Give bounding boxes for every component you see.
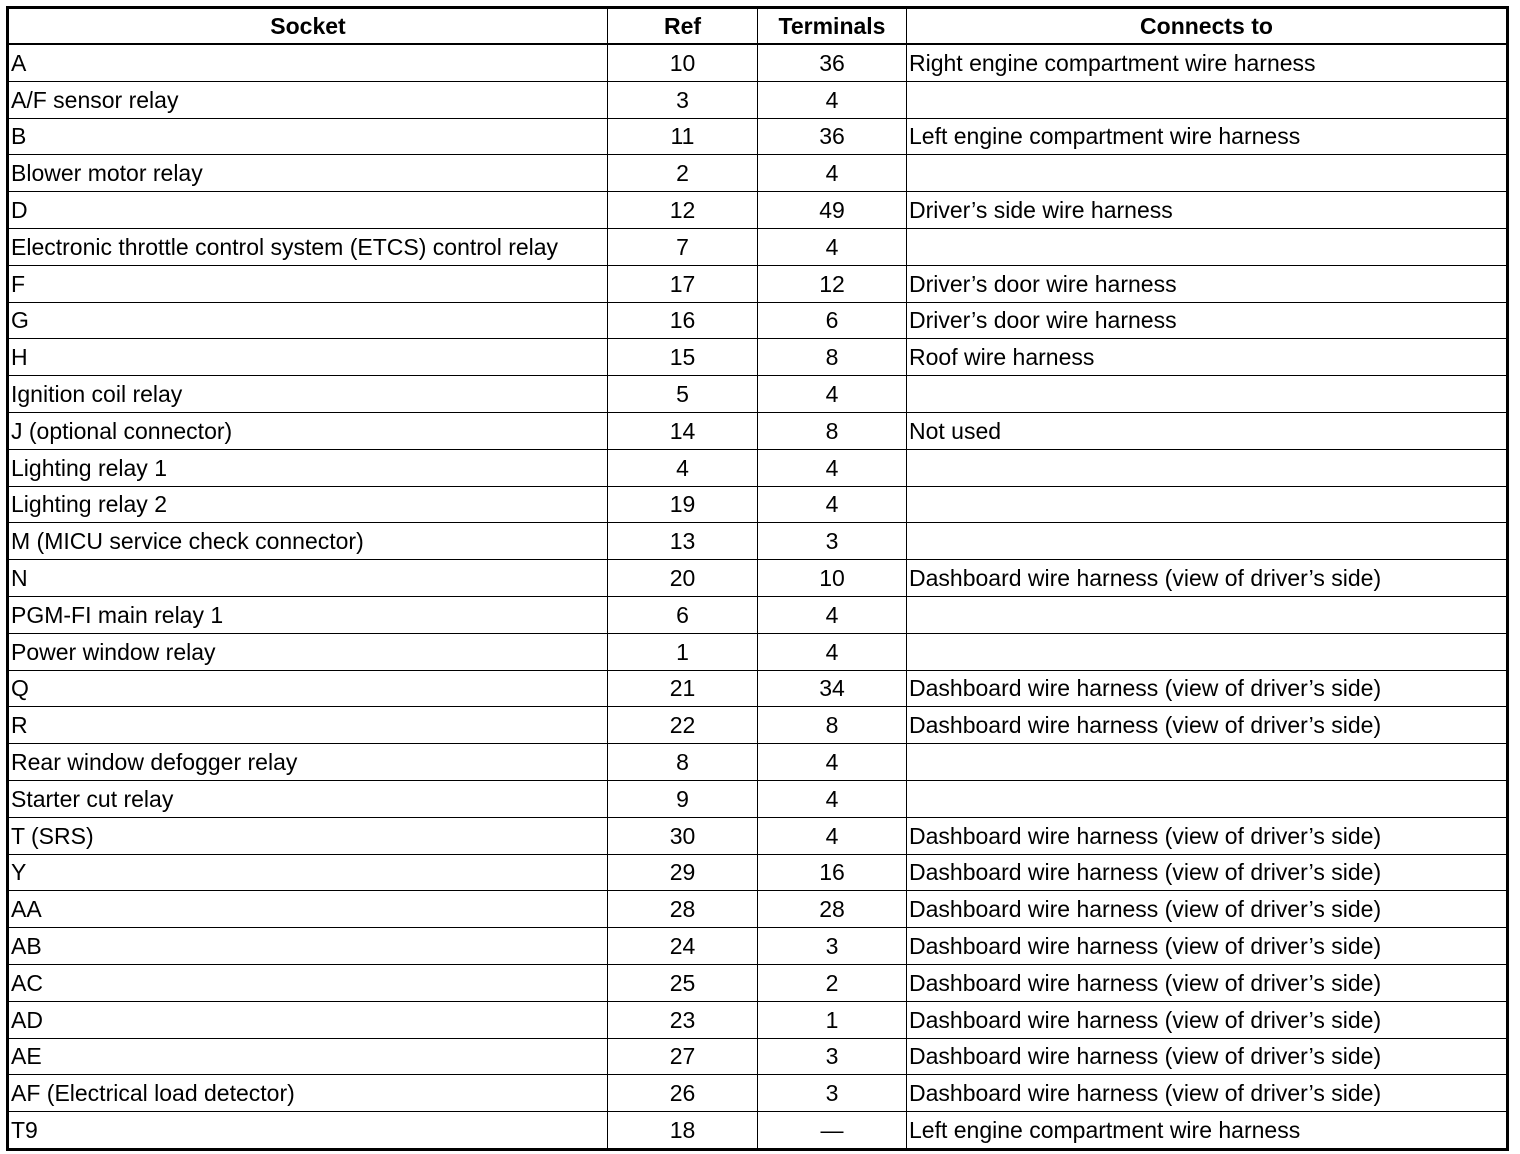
terminals-cell: 28 [758, 891, 907, 928]
table-row [8, 302, 1508, 339]
connects-to-cell: Dashboard wire harness (view of driver’s side) [907, 1075, 1508, 1112]
socket-cell: M (MICU service check connector) [8, 523, 608, 560]
ref-cell: 3 [608, 81, 758, 118]
table-row [8, 891, 1508, 928]
socket-cell: T9 [8, 1112, 608, 1150]
socket-cell: PGM-FI main relay 1 [8, 596, 608, 633]
ref-cell: 6 [608, 596, 758, 633]
terminals-cell: 34 [758, 670, 907, 707]
connects-to-cell [907, 376, 1508, 413]
connects-to-cell: Dashboard wire harness (view of driver’s side) [907, 891, 1508, 928]
socket-cell: B [8, 118, 608, 155]
connects-to-cell [907, 449, 1508, 486]
socket-cell: Rear window defogger relay [8, 744, 608, 781]
ref-cell: 10 [608, 44, 758, 81]
table-row [8, 155, 1508, 192]
ref-cell: 18 [608, 1112, 758, 1150]
connects-to-cell: Driver’s door wire harness [907, 265, 1508, 302]
table-row [8, 118, 1508, 155]
ref-cell: 9 [608, 780, 758, 817]
terminals-cell: 4 [758, 633, 907, 670]
socket-cell: AD [8, 1001, 608, 1038]
ref-cell: 26 [608, 1075, 758, 1112]
ref-cell: 16 [608, 302, 758, 339]
table-row [8, 523, 1508, 560]
ref-cell: 12 [608, 192, 758, 229]
socket-cell: Blower motor relay [8, 155, 608, 192]
header-connects-to: Connects to [907, 8, 1508, 45]
socket-cell: T (SRS) [8, 817, 608, 854]
socket-cell: G [8, 302, 608, 339]
connects-to-cell [907, 633, 1508, 670]
socket-cell: D [8, 192, 608, 229]
table-row [8, 486, 1508, 523]
connects-to-cell: Right engine compartment wire harness [907, 44, 1508, 81]
socket-cell: Electronic throttle control system (ETCS) control relay [8, 228, 608, 265]
terminals-cell: 3 [758, 928, 907, 965]
terminals-cell: 2 [758, 964, 907, 1001]
terminals-cell: 6 [758, 302, 907, 339]
ref-cell: 30 [608, 817, 758, 854]
socket-cell: AA [8, 891, 608, 928]
connects-to-cell: Dashboard wire harness (view of driver’s side) [907, 560, 1508, 597]
socket-cell: Starter cut relay [8, 780, 608, 817]
socket-cell: Y [8, 854, 608, 891]
ref-cell: 24 [608, 928, 758, 965]
table-row [8, 1075, 1508, 1112]
terminals-cell: 4 [758, 744, 907, 781]
socket-cell: Power window relay [8, 633, 608, 670]
table-row [8, 228, 1508, 265]
connects-to-cell [907, 228, 1508, 265]
connects-to-cell: Dashboard wire harness (view of driver’s side) [907, 670, 1508, 707]
connects-to-cell [907, 523, 1508, 560]
table-body [8, 44, 1508, 1149]
header-socket: Socket [8, 8, 608, 45]
table-row [8, 192, 1508, 229]
ref-cell: 8 [608, 744, 758, 781]
ref-cell: 27 [608, 1038, 758, 1075]
socket-cell: R [8, 707, 608, 744]
connects-to-cell [907, 596, 1508, 633]
ref-cell: 25 [608, 964, 758, 1001]
connects-to-cell: Dashboard wire harness (view of driver’s side) [907, 854, 1508, 891]
socket-cell: A [8, 44, 608, 81]
socket-cell: A/F sensor relay [8, 81, 608, 118]
socket-cell: AB [8, 928, 608, 965]
socket-cell: Lighting relay 1 [8, 449, 608, 486]
table-row [8, 1038, 1508, 1075]
connects-to-cell: Dashboard wire harness (view of driver’s side) [907, 964, 1508, 1001]
table-row [8, 44, 1508, 81]
ref-cell: 19 [608, 486, 758, 523]
socket-cell: Lighting relay 2 [8, 486, 608, 523]
terminals-cell: 49 [758, 192, 907, 229]
terminals-cell: 36 [758, 44, 907, 81]
terminals-cell: 10 [758, 560, 907, 597]
terminals-cell: 12 [758, 265, 907, 302]
connects-to-cell: Dashboard wire harness (view of driver’s side) [907, 928, 1508, 965]
socket-cell: Ignition coil relay [8, 376, 608, 413]
table-row [8, 744, 1508, 781]
ref-cell: 4 [608, 449, 758, 486]
connects-to-cell: Left engine compartment wire harness [907, 1112, 1508, 1150]
table-row [8, 376, 1508, 413]
table-row [8, 81, 1508, 118]
terminals-cell: 1 [758, 1001, 907, 1038]
connects-to-cell [907, 81, 1508, 118]
connects-to-cell: Dashboard wire harness (view of driver’s side) [907, 817, 1508, 854]
connects-to-cell [907, 486, 1508, 523]
terminals-cell: 4 [758, 376, 907, 413]
header-row [8, 8, 1508, 45]
terminals-cell: 4 [758, 817, 907, 854]
ref-cell: 29 [608, 854, 758, 891]
terminals-cell: 3 [758, 1038, 907, 1075]
socket-cell: Q [8, 670, 608, 707]
socket-cell: F [8, 265, 608, 302]
socket-cell: AE [8, 1038, 608, 1075]
connects-to-cell [907, 744, 1508, 781]
table-row [8, 780, 1508, 817]
terminals-cell: 36 [758, 118, 907, 155]
connects-to-cell: Dashboard wire harness (view of driver’s side) [907, 707, 1508, 744]
terminals-cell: 4 [758, 81, 907, 118]
table-row [8, 1001, 1508, 1038]
connects-to-cell: Dashboard wire harness (view of driver’s side) [907, 1001, 1508, 1038]
ref-cell: 23 [608, 1001, 758, 1038]
ref-cell: 28 [608, 891, 758, 928]
table-row [8, 964, 1508, 1001]
connects-to-cell: Dashboard wire harness (view of driver’s side) [907, 1038, 1508, 1075]
terminals-cell: 4 [758, 155, 907, 192]
table-row [8, 707, 1508, 744]
terminals-cell: — [758, 1112, 907, 1150]
connects-to-cell: Driver’s door wire harness [907, 302, 1508, 339]
socket-table [6, 6, 1509, 1151]
table-row [8, 560, 1508, 597]
table-row [8, 670, 1508, 707]
table-row [8, 596, 1508, 633]
terminals-cell: 4 [758, 486, 907, 523]
ref-cell: 1 [608, 633, 758, 670]
terminals-cell: 8 [758, 412, 907, 449]
table-row [8, 633, 1508, 670]
socket-cell: H [8, 339, 608, 376]
connects-to-cell: Roof wire harness [907, 339, 1508, 376]
socket-cell: AC [8, 964, 608, 1001]
terminals-cell: 3 [758, 1075, 907, 1112]
table-row [8, 854, 1508, 891]
table-row [8, 817, 1508, 854]
table-row [8, 449, 1508, 486]
ref-cell: 20 [608, 560, 758, 597]
terminals-cell: 16 [758, 854, 907, 891]
table-row [8, 928, 1508, 965]
ref-cell: 2 [608, 155, 758, 192]
socket-cell: J (optional connector) [8, 412, 608, 449]
socket-cell: AF (Electrical load detector) [8, 1075, 608, 1112]
ref-cell: 13 [608, 523, 758, 560]
table-row [8, 265, 1508, 302]
header-ref: Ref [608, 8, 758, 45]
ref-cell: 15 [608, 339, 758, 376]
table-row [8, 339, 1508, 376]
table-row [8, 412, 1508, 449]
ref-cell: 22 [608, 707, 758, 744]
terminals-cell: 3 [758, 523, 907, 560]
ref-cell: 11 [608, 118, 758, 155]
ref-cell: 14 [608, 412, 758, 449]
ref-cell: 5 [608, 376, 758, 413]
connects-to-cell: Not used [907, 412, 1508, 449]
terminals-cell: 4 [758, 596, 907, 633]
ref-cell: 17 [608, 265, 758, 302]
ref-cell: 21 [608, 670, 758, 707]
socket-table-sheet [6, 6, 1506, 1151]
terminals-cell: 4 [758, 449, 907, 486]
socket-cell: N [8, 560, 608, 597]
terminals-cell: 8 [758, 339, 907, 376]
header-terminals: Terminals [758, 8, 907, 45]
terminals-cell: 4 [758, 780, 907, 817]
terminals-cell: 8 [758, 707, 907, 744]
terminals-cell: 4 [758, 228, 907, 265]
ref-cell: 7 [608, 228, 758, 265]
table-row [8, 1112, 1508, 1150]
connects-to-cell [907, 780, 1508, 817]
connects-to-cell [907, 155, 1508, 192]
connects-to-cell: Driver’s side wire harness [907, 192, 1508, 229]
connects-to-cell: Left engine compartment wire harness [907, 118, 1508, 155]
